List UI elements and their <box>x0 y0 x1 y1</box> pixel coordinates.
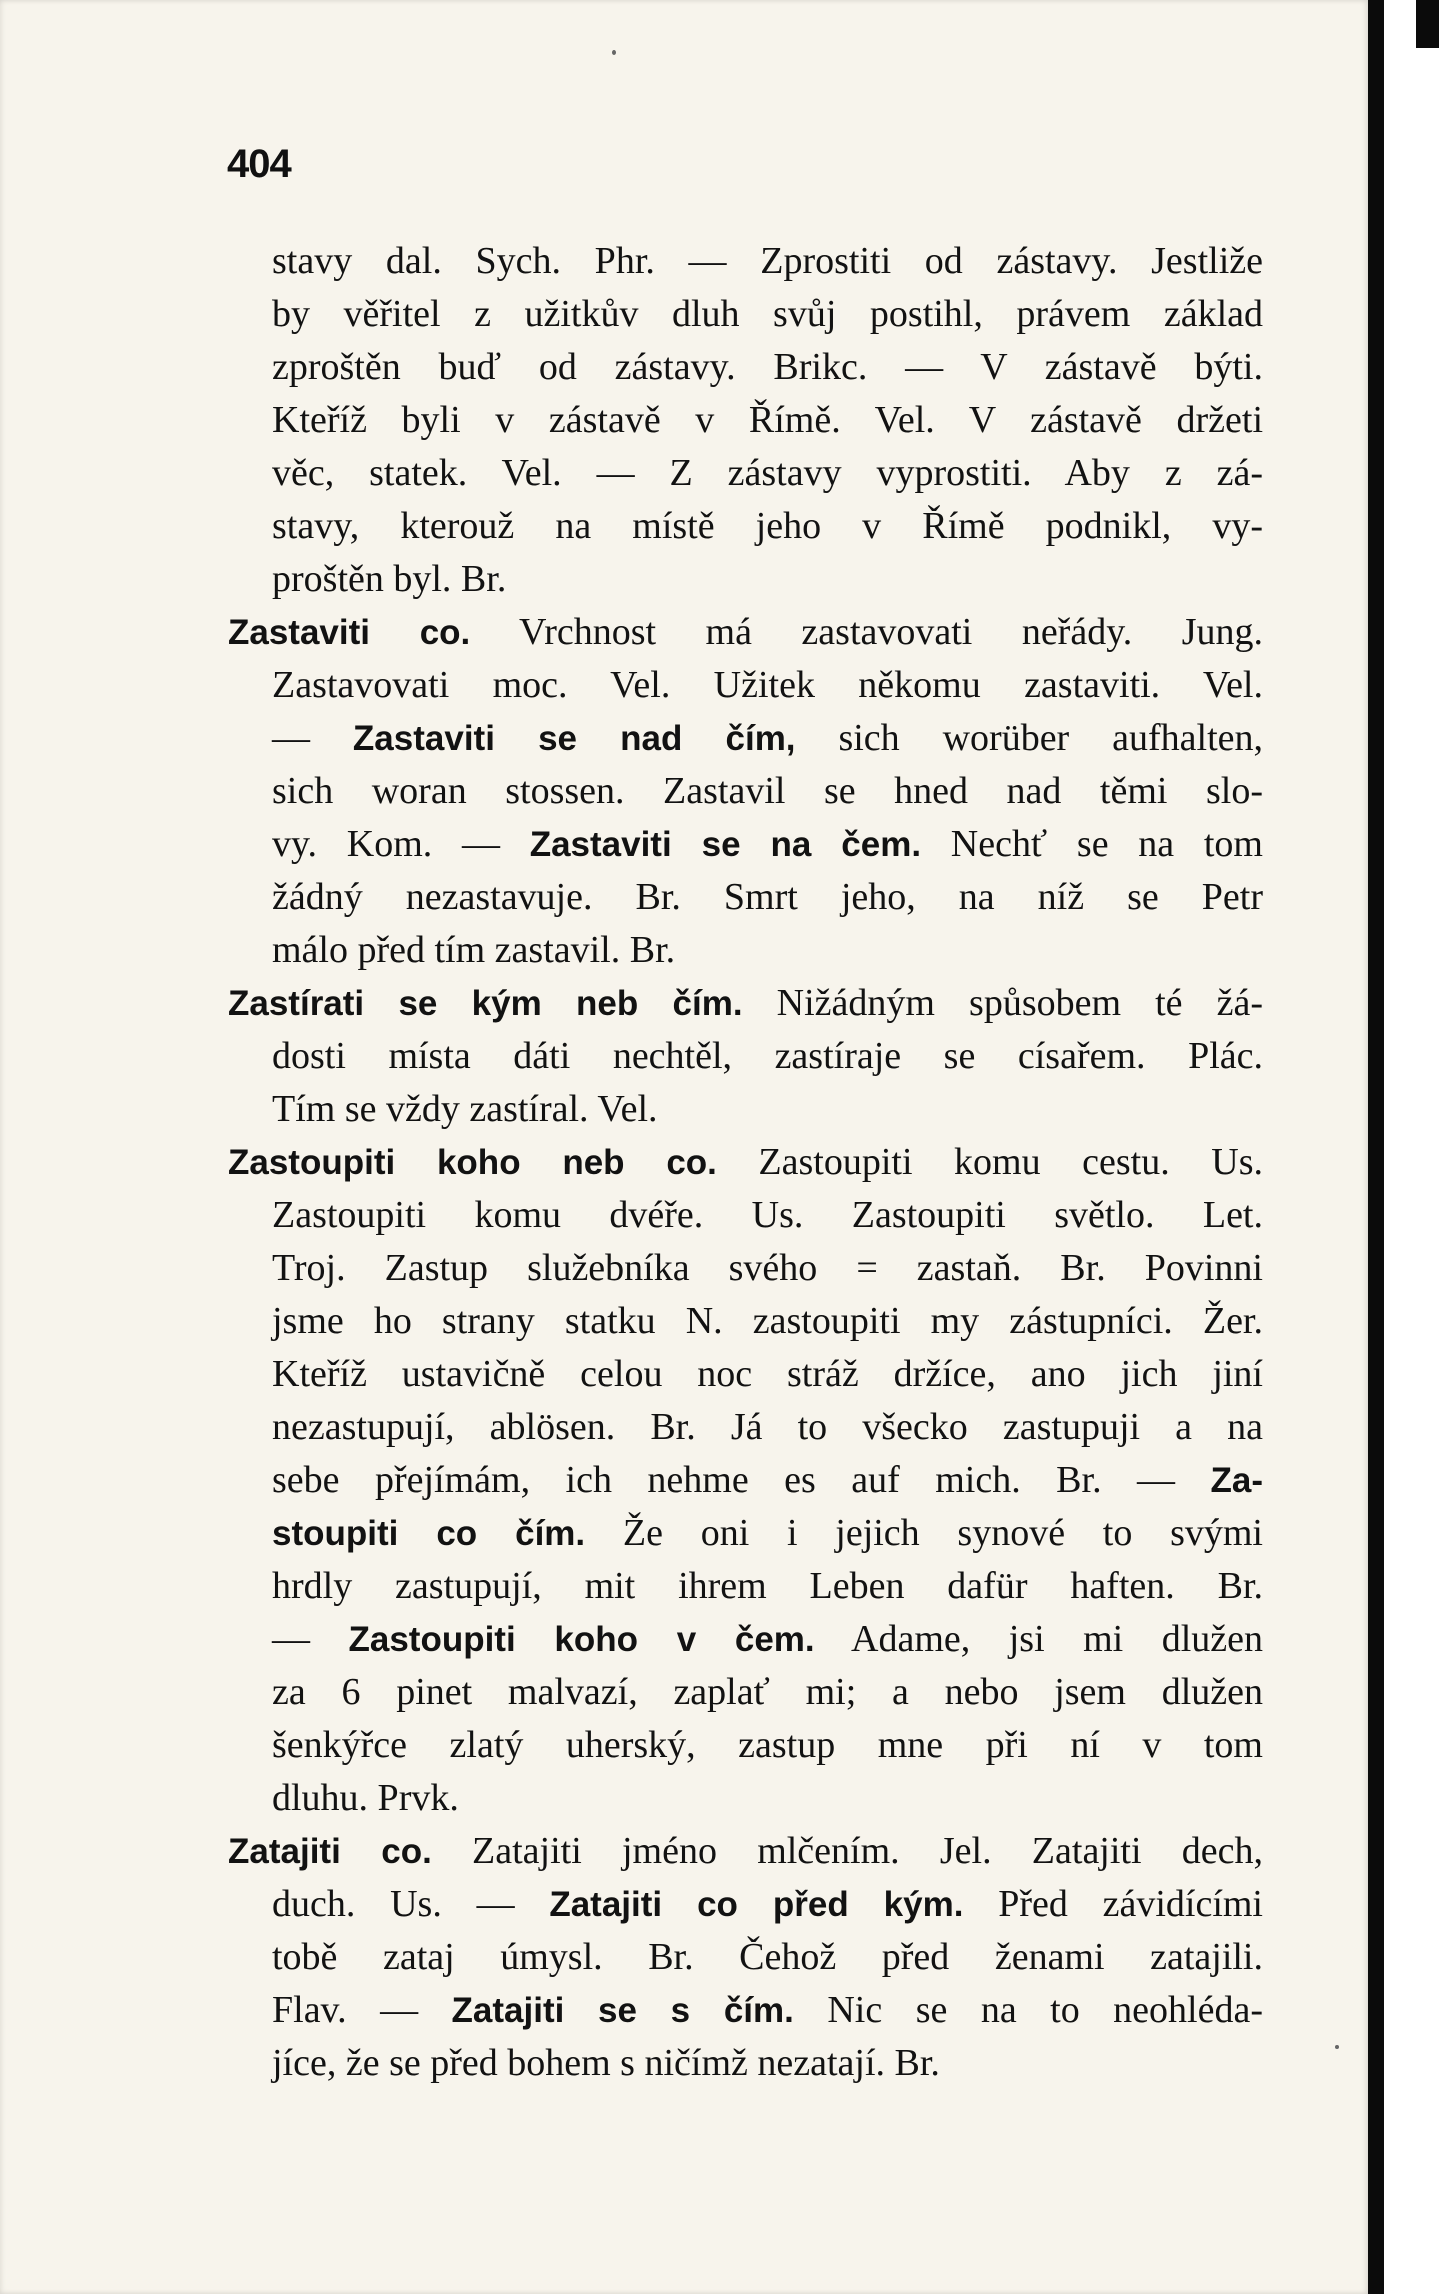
text-segment: jíce, že se před bohem s ničímž nezatají. Br. <box>272 2042 940 2084</box>
headword: Zastírati se kým neb čím. <box>228 984 743 1023</box>
text-segment: tobě zataj úmysl. Br. Čehož před ženami zatajili. <box>272 1936 1263 1978</box>
text-line <box>228 2037 1263 2090</box>
text-segment: sich worüber aufhalten, <box>795 717 1263 759</box>
text-line <box>228 1984 1263 2037</box>
headword: stoupiti co čím. <box>272 1514 586 1553</box>
text-line <box>228 871 1263 924</box>
text-segment: Adame, jsi mi dlužen <box>814 1618 1263 1660</box>
text-segment: duch. Us. — <box>272 1883 550 1925</box>
text-segment: za 6 pinet malvazí, zaplať mi; a nebo jsem dlužen <box>272 1671 1263 1713</box>
text-line <box>228 1931 1263 1984</box>
text-segment: Zastoupiti komu cestu. Us. <box>716 1141 1263 1183</box>
text-line <box>228 1454 1263 1507</box>
text-line <box>228 606 1263 659</box>
text-line <box>228 1083 1263 1136</box>
print-speck <box>612 50 616 55</box>
text-segment: Nic se na to neohléda- <box>793 1989 1263 2031</box>
text-segment: Zatajiti jméno mlčením. Jel. Zatajiti dech, <box>431 1830 1263 1872</box>
headword: Zastoupiti koho neb co. <box>228 1143 717 1182</box>
text-line <box>228 1825 1263 1878</box>
headword: Za- <box>1210 1461 1263 1500</box>
page-number: 404 <box>227 142 291 186</box>
text-line <box>228 288 1263 341</box>
text-line <box>228 1348 1263 1401</box>
text-segment: Nižádným spůsobem té žá- <box>742 982 1263 1024</box>
text-line <box>228 1295 1263 1348</box>
text-segment: Před závidícími <box>963 1883 1263 1925</box>
text-line <box>228 1030 1263 1083</box>
headword: Zatajiti se s čím. <box>451 1991 794 2030</box>
text-segment: věc, statek. Vel. — Z zástavy vyprostiti. Aby z zá- <box>272 452 1263 494</box>
text-line <box>228 1772 1263 1825</box>
text-segment: Flav. — <box>272 1989 452 2031</box>
text-segment: Že oni i jejich synové to svými <box>585 1512 1263 1554</box>
print-speck <box>1335 2045 1339 2049</box>
text-segment: by věřitel z užitkův dluh svůj postihl, právem základ <box>272 293 1263 335</box>
headword: Zastoupiti koho v čem. <box>348 1620 815 1659</box>
headword: Zastaviti se na čem. <box>529 825 922 864</box>
text-line <box>228 1189 1263 1242</box>
text-line <box>228 500 1263 553</box>
text-line <box>228 712 1263 765</box>
headword: Zatajiti co před kým. <box>549 1885 964 1924</box>
headword: Zatajiti co. <box>228 1832 432 1871</box>
text-line <box>228 1719 1263 1772</box>
text-segment: Vrchnost má zastavovati neřády. Jung. <box>470 611 1263 653</box>
text-line <box>228 394 1263 447</box>
text-segment: sebe přejímám, ich nehme es auf mich. Br. — <box>272 1459 1211 1501</box>
text-line <box>228 1401 1263 1454</box>
text-line <box>228 1666 1263 1719</box>
text-line <box>228 977 1263 1030</box>
text-segment: — <box>272 717 353 759</box>
text-segment: Nechť se na tom <box>921 823 1263 865</box>
page-edge-shadow <box>1368 0 1384 2294</box>
text-segment: dluhu. Prvk. <box>272 1777 459 1819</box>
text-line <box>228 818 1263 871</box>
text-line <box>228 553 1263 606</box>
scan-margin <box>1384 0 1439 2294</box>
text-segment: proštěn byl. Br. <box>272 558 507 600</box>
text-line <box>228 1560 1263 1613</box>
text-segment: šenkýřce zlatý uherský, zastup mne při ní v tom <box>272 1724 1263 1766</box>
text-line <box>228 1136 1263 1189</box>
text-segment: Zastoupiti komu dvéře. Us. Zastoupiti světlo. Let. <box>272 1194 1263 1236</box>
text-segment: nezastupují, ablösen. Br. Já to všecko zastupuji a na <box>272 1406 1263 1448</box>
text-line <box>228 341 1263 394</box>
text-segment: — <box>272 1618 349 1660</box>
headword: Zastaviti co. <box>228 613 471 652</box>
text-segment: Kteříž byli v zástavě v Římě. Vel. V zástavě držeti <box>272 399 1263 441</box>
headword: Zastaviti se nad čím, <box>352 719 796 758</box>
scan-edge-mark <box>1416 0 1439 48</box>
text-segment: sich woran stossen. Zastavil se hned nad těmi slo- <box>272 770 1263 812</box>
text-segment: hrdly zastupují, mit ihrem Leben dafür haften. Br. <box>272 1565 1263 1607</box>
dictionary-text <box>228 235 1263 2090</box>
text-line <box>228 1242 1263 1295</box>
text-segment: Troj. Zastup služebníka svého = zastaň. Br. Povinni <box>272 1247 1263 1289</box>
text-segment: Tím se vždy zastíral. Vel. <box>272 1088 658 1130</box>
text-segment: stavy, kterouž na místě jeho v Římě podnikl, vy- <box>272 505 1263 547</box>
text-segment: vy. Kom. — <box>272 823 530 865</box>
text-segment: Kteříž ustavičně celou noc stráž držíce, ano jich jiní <box>272 1353 1263 1395</box>
text-segment: Zastavovati moc. Vel. Užitek někomu zastaviti. Vel. <box>272 664 1263 706</box>
text-segment: málo před tím zastavil. Br. <box>272 929 676 971</box>
text-line <box>228 659 1263 712</box>
text-line <box>228 1613 1263 1666</box>
text-line <box>228 447 1263 500</box>
text-segment: jsme ho strany statku N. zastoupiti my zástupníci. Žer. <box>272 1300 1263 1342</box>
text-segment: žádný nezastavuje. Br. Smrt jeho, na níž se Petr <box>272 876 1263 918</box>
text-line <box>228 235 1263 288</box>
text-segment: stavy dal. Sych. Phr. — Zprostiti od zástavy. Jestliže <box>272 240 1263 282</box>
text-line <box>228 924 1263 977</box>
text-line <box>228 1507 1263 1560</box>
text-segment: zproštěn buď od zástavy. Brikc. — V zástavě býti. <box>272 346 1263 388</box>
text-segment: dosti místa dáti nechtěl, zastíraje se císařem. Plác. <box>272 1035 1263 1077</box>
text-line <box>228 765 1263 818</box>
text-line <box>228 1878 1263 1931</box>
